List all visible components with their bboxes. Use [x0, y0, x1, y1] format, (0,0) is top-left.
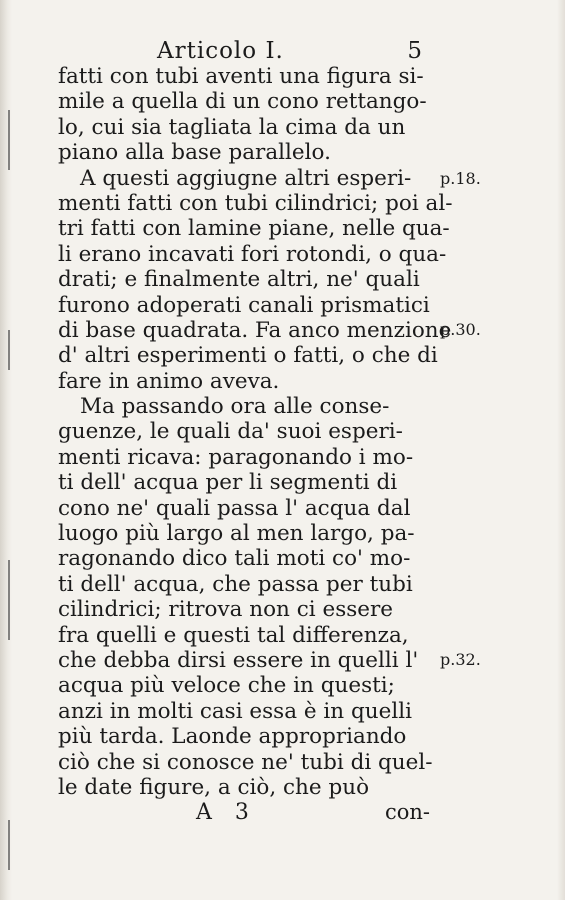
page-number: 5 — [407, 38, 422, 64]
margin-note: p.30. — [440, 320, 481, 339]
catchword: con- — [384, 800, 430, 824]
text-line: menti fatti con tubi cilindrici; poi al- — [58, 190, 453, 216]
text-line: ragonando dico tali moti co' mo- — [58, 546, 411, 572]
text-line: tri fatti con lamine piane, nelle qua- — [58, 216, 450, 242]
text-line: cilindrici; ritrova non ci essere — [58, 597, 393, 623]
text-line: più tarda. Laonde appropriando — [58, 724, 407, 750]
text-line: furono adoperati canali prismatici — [58, 292, 430, 318]
margin-note: p.18. — [440, 169, 481, 188]
text-line: luogo più largo al men largo, pa- — [58, 521, 415, 547]
text-line: le date figure, a ciò, che può — [58, 774, 370, 800]
text-line: piano alla base parallelo. — [58, 140, 331, 166]
signature-mark: A 3 — [196, 800, 257, 825]
text-line: fare in animo aveva. — [58, 368, 280, 394]
text-line: drati; e finalmente altri, ne' quali — [58, 267, 420, 293]
gutter-mark — [8, 110, 10, 170]
text-line: Ma passando ora alle conse- — [80, 394, 390, 420]
page-footer — [58, 800, 430, 830]
text-line: fra quelli e questi tal differenza, — [58, 622, 409, 648]
running-head: Articolo I. — [157, 38, 284, 64]
text-line: guenze, le quali da' suoi esperi- — [58, 419, 403, 445]
text-line: di base quadrata. Fa anco menzione — [58, 317, 452, 343]
gutter-mark — [8, 560, 10, 640]
text-line: ti dell' acqua, che passa per tubi — [58, 571, 413, 597]
text-line: che debba dirsi essere in quelli l' — [58, 647, 419, 673]
margin-note: p.32. — [440, 650, 481, 669]
text-line: ti dell' acqua per li segmenti di — [58, 470, 398, 496]
text-line: li erano incavati fori rotondi, o qua- — [58, 241, 447, 267]
gutter-mark — [8, 820, 10, 870]
text-line: cono ne' quali passa l' acqua dal — [58, 495, 411, 521]
page-edge — [557, 0, 565, 900]
text-line: A questi aggiugne altri esperi- — [80, 165, 412, 191]
text-line: anzi in molti casi essa è in quelli — [58, 698, 412, 724]
body-text — [58, 64, 453, 800]
text-line: menti ricava: paragonando i mo- — [58, 444, 414, 470]
text-line: acqua più veloce che in questi; — [58, 673, 395, 699]
text-line: d' altri esperimenti o fatti, o che di — [58, 343, 438, 369]
text-line: mile a quella di un cono rettango- — [58, 89, 427, 115]
binding-gutter — [0, 0, 12, 900]
text-line: lo, cui sia tagliata la cima da un — [58, 114, 406, 140]
gutter-mark — [8, 330, 10, 370]
text-line: fatti con tubi aventi una figura si- — [58, 64, 424, 89]
text-line: ciò che si conosce ne' tubi di quel- — [58, 749, 433, 775]
